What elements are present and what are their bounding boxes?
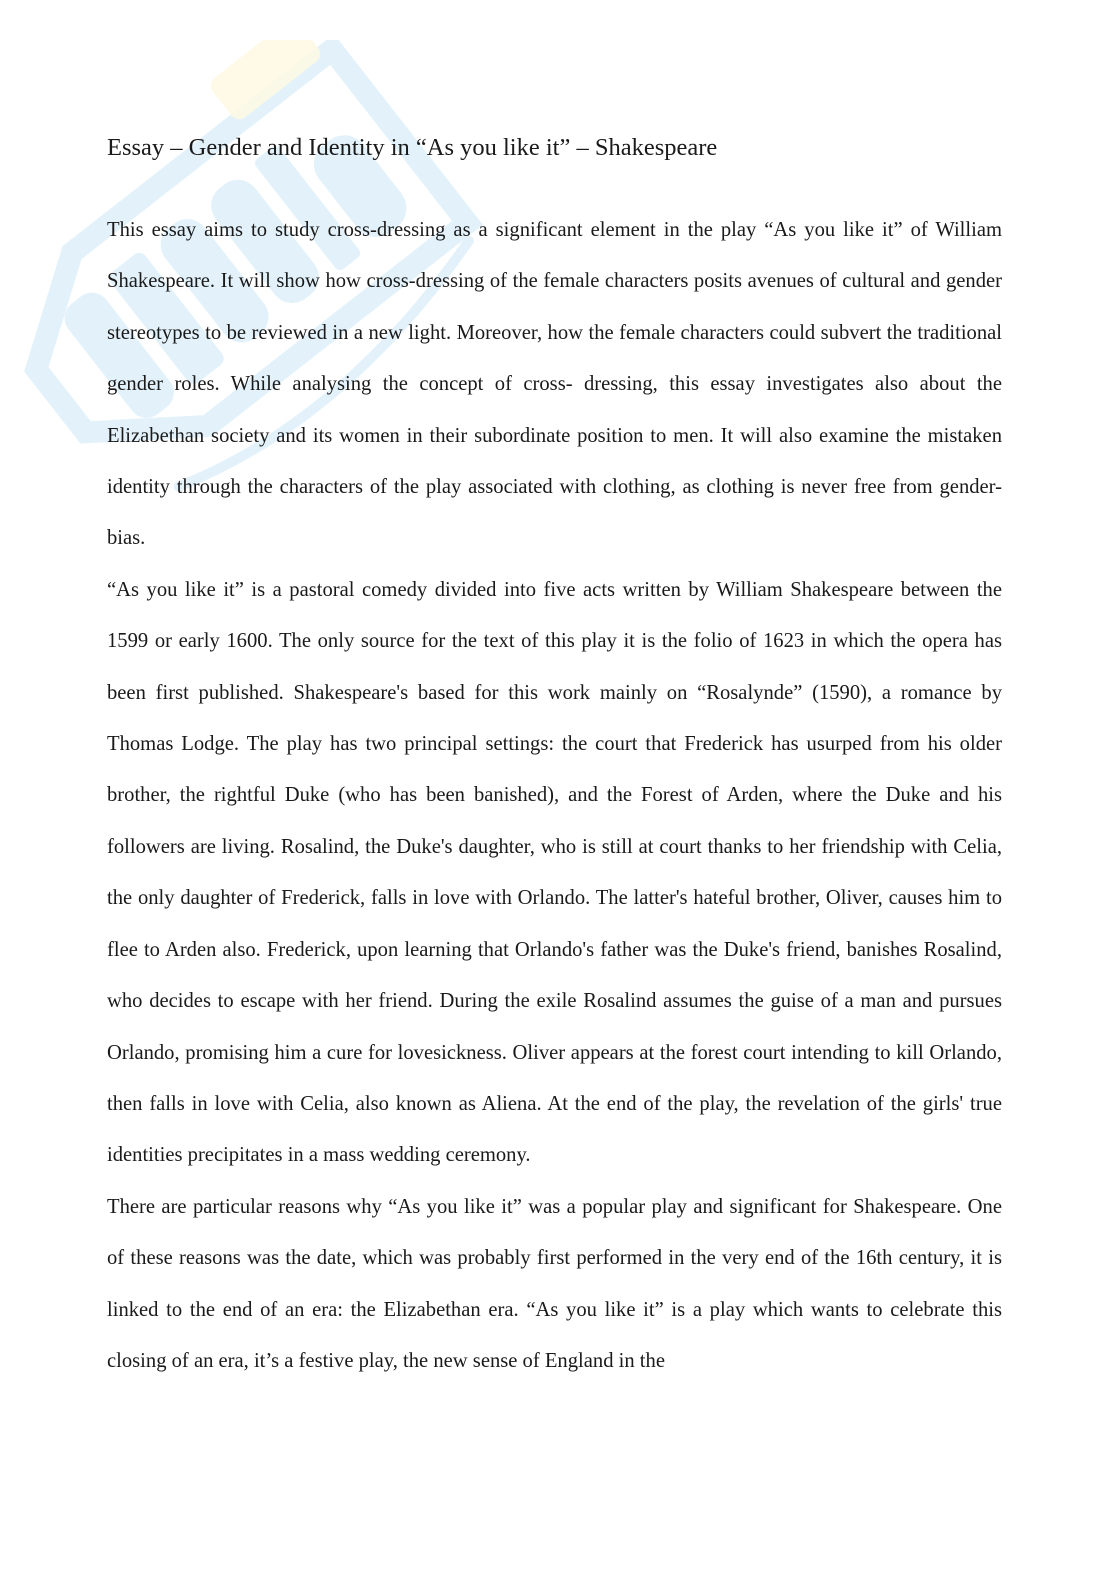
paragraph-significance: There are particular reasons why “As you like it” was a popular play and significant for Shakespeare. One of these reasons was the date, which was probably first performed in the very end of the 16th century, it is linked to the end of an era: the Elizabethan era. “As you like it” is a play which wants to celebrate this closing of an era, it’s a festive play, the new sense of England in the <box>107 1195 1002 1372</box>
paragraph-intro: This essay aims to study cross-dressing as a significant element in the play “As you like it” of William Shakespeare. It will show how cross-dressing of the female characters posits avenues of cultural and gender stereotypes to be reviewed in a new light. Moreover, how the female characters could subvert the traditional gender roles. While analysing the concept of cross- dressing, this essay investigates also about the Elizabethan society and its women in their subordinate position to men. It will also examine the mistaken identity through the characters of the play associated with clothing, as clothing is never free from gender-bias. <box>107 219 1002 550</box>
paragraph-plot-summary: “As you like it” is a pastoral comedy divided into five acts written by William Shakespeare between the 1599 or early 1600. The only source for the text of this play it is the folio of 1623 in which the opera has been first published. Shakespeare's based for this work mainly on “Rosalynde” (1590), a romance by Thomas Lodge. The play has two principal settings: the court that Frederick has usurped from his older brother, the rightful Duke (who has been banished), and the Forest of Arden, where the Duke and his followers are living. Rosalind, the Duke's daughter, who is still at court thanks to her friendship with Celia, the only daughter of Frederick, falls in love with Orlando. The latter's hateful brother, Oliver, causes him to flee to Arden also. Frederick, upon learning that Orlando's father was the Duke's friend, banishes Rosalind, who decides to escape with her friend. During the exile Rosalind assumes the guise of a man and pursues Orlando, promising him a cure for lovesickness. Oliver appears at the forest court intending to kill Orlando, then falls in love with Celia, also known as Aliena. At the end of the play, the revelation of the girls' true identities precipitates in a mass wedding ceremony. <box>107 578 1002 1167</box>
watermark-net-badge <box>207 40 324 123</box>
essay-body <box>107 205 1002 1387</box>
essay-title: Essay – Gender and Identity in “As you like it” – Shakespeare <box>107 134 718 161</box>
